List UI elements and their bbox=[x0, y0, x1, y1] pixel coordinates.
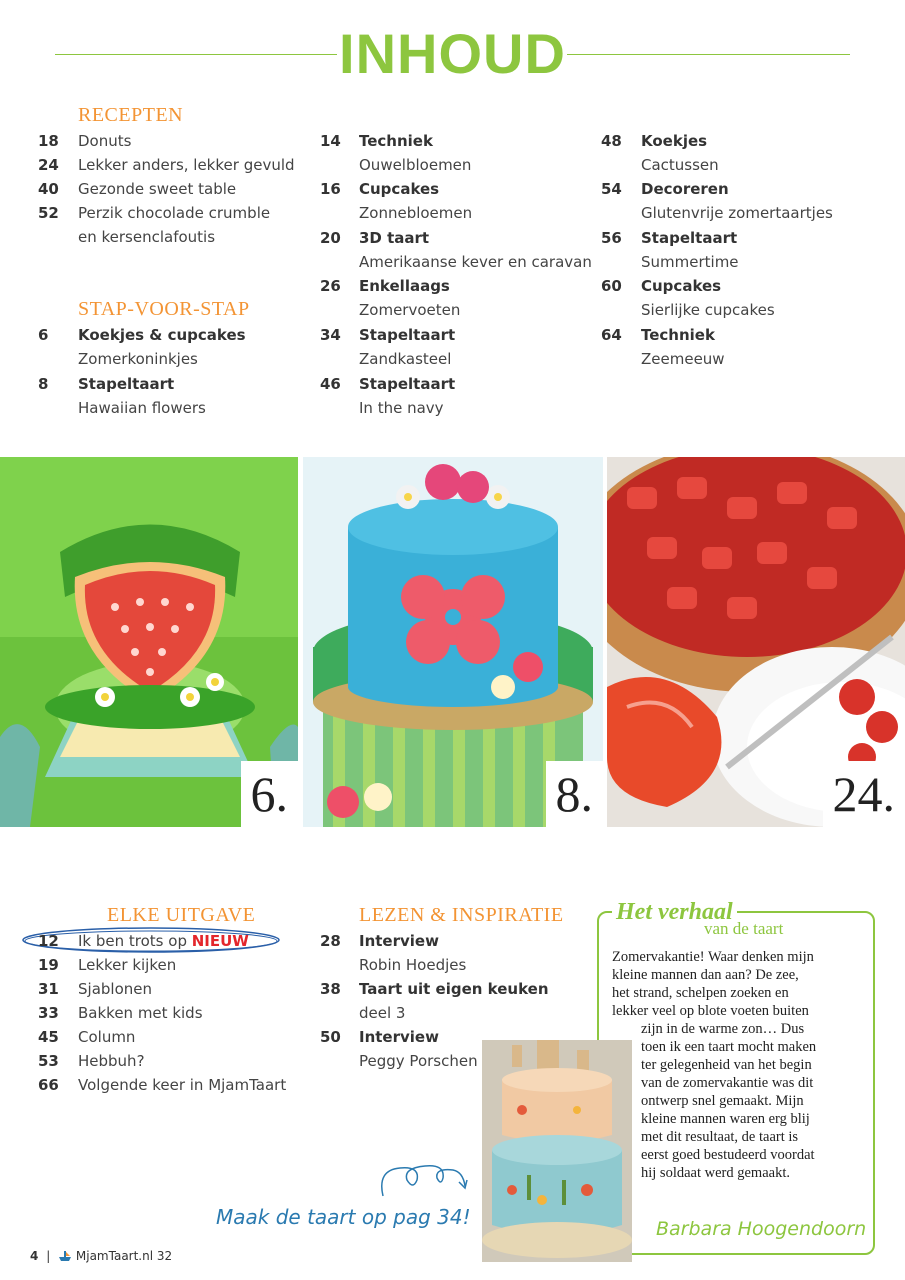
entry-number: 53 bbox=[38, 1052, 59, 1070]
curly-arrow-icon bbox=[375, 1158, 470, 1200]
list-item[interactable] bbox=[38, 1049, 288, 1073]
list-item[interactable] bbox=[38, 929, 288, 953]
new-badge: NIEUW bbox=[191, 932, 249, 950]
story-subtitle: van de taart bbox=[704, 919, 784, 938]
list-item[interactable] bbox=[601, 226, 841, 274]
entry-title: Enkellaags bbox=[359, 277, 450, 295]
list-item[interactable] bbox=[38, 372, 298, 420]
entry-number: 28 bbox=[320, 932, 341, 950]
story-line: het strand, schelpen zoeken en bbox=[612, 985, 789, 1001]
entry-number: 16 bbox=[320, 180, 341, 198]
page-title: INHOUD bbox=[339, 22, 566, 85]
list-item[interactable] bbox=[320, 129, 590, 177]
list-item[interactable] bbox=[601, 177, 841, 225]
photo-strawberry-cupcakes[interactable] bbox=[0, 457, 298, 827]
list-item[interactable] bbox=[320, 323, 590, 371]
entry-text: Lekker kijken bbox=[78, 956, 177, 974]
entry-number: 40 bbox=[38, 180, 59, 198]
list-item[interactable] bbox=[320, 226, 590, 274]
story-line: toen ik een taart mocht maken bbox=[641, 1039, 817, 1055]
entry-title: Interview bbox=[359, 1028, 439, 1046]
entry-subtitle: Robin Hoedjes bbox=[359, 956, 467, 974]
entry-title: Stapeltaart bbox=[641, 229, 738, 247]
footer-page-number: 4 bbox=[30, 1249, 39, 1263]
list-item[interactable] bbox=[601, 274, 841, 322]
entry-text: Perzik chocolade crumble bbox=[78, 204, 271, 222]
handwritten-note: Maak de taart op pag 34! bbox=[216, 1205, 471, 1229]
list-item[interactable] bbox=[320, 177, 590, 225]
signature: Barbara Hoogendoorn bbox=[656, 1218, 867, 1240]
list-item[interactable] bbox=[320, 372, 590, 420]
list-item[interactable] bbox=[38, 177, 298, 201]
list-item[interactable] bbox=[601, 323, 841, 371]
entry-number: 45 bbox=[38, 1028, 59, 1046]
entry-text: Volgende keer in MjamTaart bbox=[78, 1076, 287, 1094]
title-rule-left bbox=[55, 54, 337, 55]
sandcastle-cake-illustration bbox=[482, 1040, 632, 1262]
list-item[interactable] bbox=[320, 929, 580, 977]
entry-subtitle: Sierlijke cupcakes bbox=[641, 301, 775, 319]
list-item[interactable] bbox=[38, 323, 298, 371]
entry-number: 38 bbox=[320, 980, 341, 998]
entry-subtitle: Zomerkoninkjes bbox=[78, 350, 198, 368]
story-line: eerst goed bestudeerd voordat bbox=[641, 1147, 815, 1163]
entry-number: 46 bbox=[320, 375, 341, 393]
section-lezen-inspiratie: LEZEN & INSPIRATIE bbox=[359, 904, 564, 926]
entry-text: Sjablonen bbox=[78, 980, 152, 998]
entry-text: Hebbuh? bbox=[78, 1052, 145, 1070]
photo-sandcastle-cake[interactable] bbox=[482, 1040, 632, 1262]
list-item[interactable] bbox=[38, 977, 288, 1001]
entry-subtitle: Hawaiian flowers bbox=[78, 399, 206, 417]
entry-number: 18 bbox=[38, 132, 59, 150]
photo-page-number: 6. bbox=[241, 761, 299, 827]
entry-text: Bakken met kids bbox=[78, 1004, 203, 1022]
photo-page-number: 24. bbox=[823, 761, 905, 827]
list-item[interactable] bbox=[38, 1001, 288, 1025]
list-item[interactable] bbox=[320, 274, 590, 322]
list-item[interactable] bbox=[38, 953, 288, 977]
page-footer bbox=[30, 1249, 172, 1265]
entry-title: Stapeltaart bbox=[359, 326, 456, 344]
story-line: ter gelegenheid van het begin bbox=[641, 1057, 812, 1073]
entry-number: 60 bbox=[601, 277, 622, 295]
entry-title: Interview bbox=[359, 932, 439, 950]
entry-title: Taart uit eigen keuken bbox=[359, 980, 549, 998]
list-item[interactable] bbox=[601, 129, 841, 177]
entry-text-cont: en kersenclafoutis bbox=[78, 228, 216, 246]
entry-subtitle: Summertime bbox=[641, 253, 739, 271]
entry-number: 66 bbox=[38, 1076, 59, 1094]
entry-number: 12 bbox=[38, 932, 59, 950]
entry-text: Column bbox=[78, 1028, 136, 1046]
entry-text: Donuts bbox=[78, 132, 132, 150]
entry-number: 50 bbox=[320, 1028, 341, 1046]
story-line: van de zomervakantie was dit bbox=[641, 1075, 814, 1091]
entry-subtitle: Ouwelbloemen bbox=[359, 156, 472, 174]
entry-title: Cupcakes bbox=[641, 277, 722, 295]
story-line: kleine mannen dan aan? De zee, bbox=[612, 967, 799, 983]
list-item[interactable] bbox=[38, 129, 298, 153]
entry-subtitle: In the navy bbox=[359, 399, 444, 417]
entry-subtitle: Peggy Porschen bbox=[359, 1052, 478, 1070]
list-item[interactable] bbox=[38, 1073, 288, 1097]
entry-title: Stapeltaart bbox=[78, 375, 175, 393]
entry-subtitle: Zonnebloemen bbox=[359, 204, 473, 222]
story-line: zijn in de warme zon… Dus bbox=[641, 1021, 805, 1037]
section-recepten: RECEPTEN bbox=[78, 104, 184, 126]
entry-number: 31 bbox=[38, 980, 59, 998]
ship-logo-icon bbox=[58, 1250, 72, 1265]
entry-subtitle: deel 3 bbox=[359, 1004, 406, 1022]
photo-page-number: 8. bbox=[546, 761, 604, 827]
entry-subtitle: Zandkasteel bbox=[359, 350, 452, 368]
title-rule-right bbox=[567, 54, 850, 55]
entry-number: 52 bbox=[38, 204, 59, 222]
entry-number: 8 bbox=[38, 375, 49, 393]
entry-number: 24 bbox=[38, 156, 59, 174]
section-stap-voor-stap: STAP-VOOR-STAP bbox=[78, 298, 250, 320]
story-line: hij soldaat werd gemaakt. bbox=[641, 1165, 790, 1181]
entry-subtitle: Glutenvrije zomertaartjes bbox=[641, 204, 833, 222]
entry-number: 19 bbox=[38, 956, 59, 974]
footer-site: MjamTaart.nl 32 bbox=[75, 1249, 173, 1263]
story-line: met dit resultaat, de taart is bbox=[641, 1129, 799, 1145]
entry-number: 6 bbox=[38, 326, 49, 344]
entry-title: Techniek bbox=[359, 132, 433, 150]
entry-number: 33 bbox=[38, 1004, 59, 1022]
entry-subtitle: Zeemeeuw bbox=[641, 350, 725, 368]
story-line: Zomervakantie! Waar denken mijn bbox=[612, 949, 814, 965]
entry-text bbox=[78, 929, 249, 953]
section-elke-uitgave: ELKE UITGAVE bbox=[107, 904, 256, 926]
story-line: lekker veel op blote voeten buiten bbox=[612, 1003, 809, 1019]
entry-number: 14 bbox=[320, 132, 341, 150]
entry-subtitle: Cactussen bbox=[641, 156, 719, 174]
entry-title: Koekjes bbox=[641, 132, 708, 150]
list-item[interactable] bbox=[38, 153, 298, 177]
story-line: ontwerp snel gemaakt. Mijn bbox=[641, 1093, 804, 1109]
entry-number: 54 bbox=[601, 180, 622, 198]
entry-title: Techniek bbox=[641, 326, 715, 344]
entry-title: Koekjes & cupcakes bbox=[78, 326, 246, 344]
entry-title: Decoreren bbox=[641, 180, 729, 198]
photo-hawaiian-cake[interactable] bbox=[303, 457, 603, 827]
entry-subtitle: Amerikaanse kever en caravan bbox=[359, 253, 592, 271]
entry-number: 20 bbox=[320, 229, 341, 247]
entry-number: 26 bbox=[320, 277, 341, 295]
story-line: kleine mannen waren erg blij bbox=[641, 1111, 810, 1127]
entry-subtitle: Zomervoeten bbox=[359, 301, 461, 319]
entry-text: Lekker anders, lekker gevuld bbox=[78, 156, 295, 174]
entry-title: 3D taart bbox=[359, 229, 430, 247]
entry-label: Ik ben trots op bbox=[78, 932, 187, 950]
list-item[interactable] bbox=[320, 977, 580, 1025]
entry-text: Gezonde sweet table bbox=[78, 180, 237, 198]
entry-number: 64 bbox=[601, 326, 622, 344]
entry-number: 56 bbox=[601, 229, 622, 247]
entry-title: Cupcakes bbox=[359, 180, 440, 198]
footer-separator: | bbox=[46, 1249, 51, 1263]
entry-number: 48 bbox=[601, 132, 622, 150]
list-item[interactable] bbox=[38, 1025, 288, 1049]
list-item[interactable] bbox=[38, 201, 298, 249]
entry-number: 34 bbox=[320, 326, 341, 344]
photo-strawberry-tart[interactable] bbox=[607, 457, 905, 827]
story-title: Het verhaal bbox=[612, 899, 737, 926]
entry-title: Stapeltaart bbox=[359, 375, 456, 393]
